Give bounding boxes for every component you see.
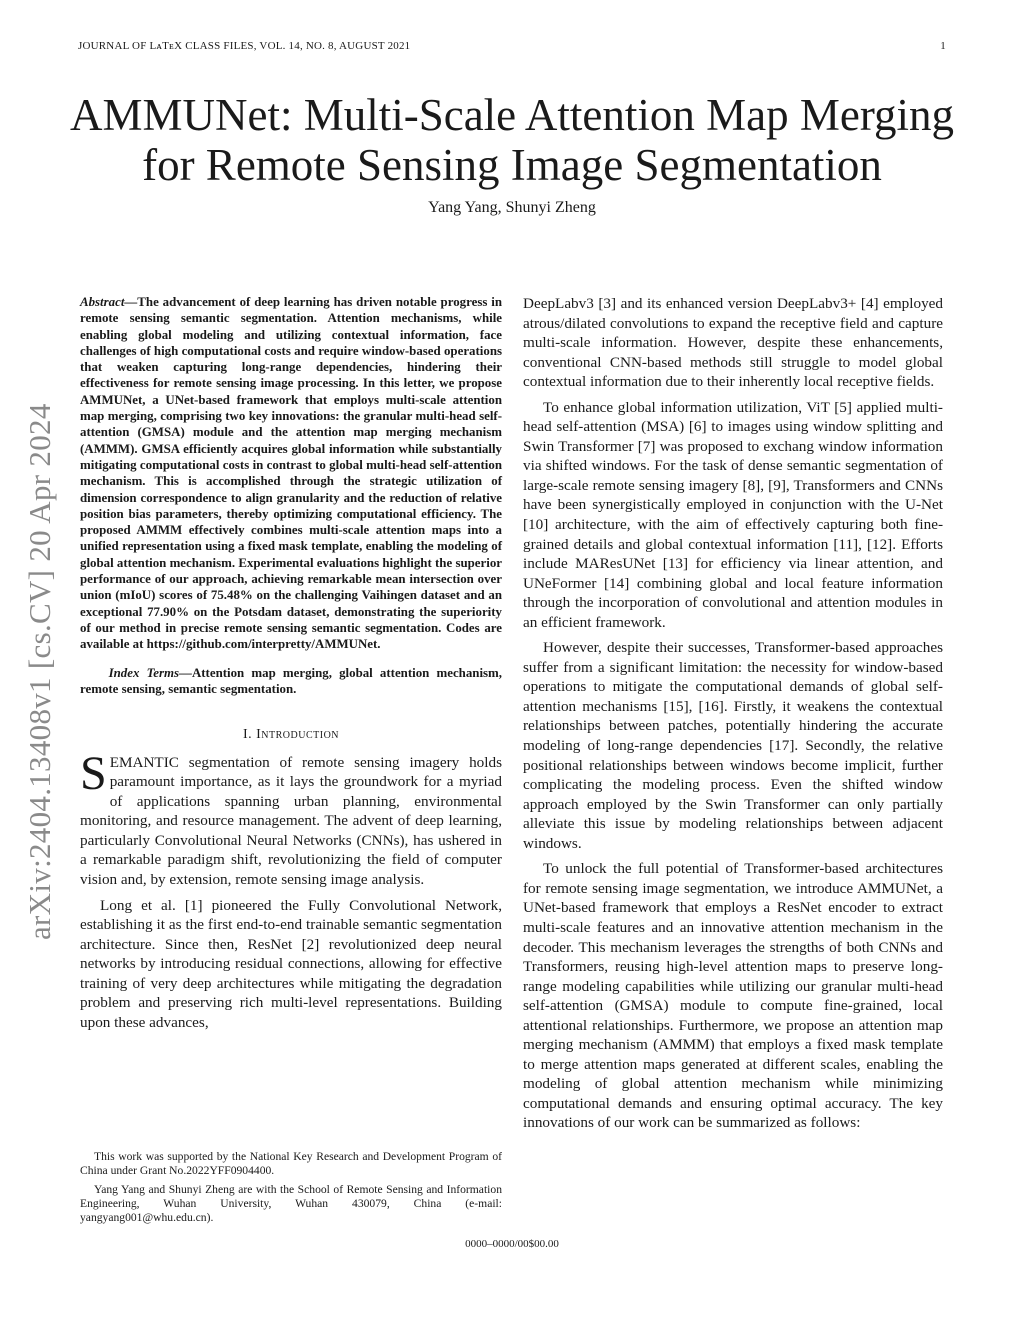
- footnote-affiliation: Yang Yang and Shunyi Zheng are with the School of Remote Sensing and Information Engineering, Wuhan University, Wuhan 430079, China (e-mail: yangyang001@whu.edu.cn).: [80, 1183, 502, 1224]
- footnotes: [80, 1150, 502, 1230]
- left-column: [80, 294, 502, 1038]
- section-heading-introduction: [80, 725, 502, 745]
- index-terms-text: Attention map merging, global attention mechanism, remote sensing, semantic segmentation.: [80, 665, 503, 696]
- index-terms: [80, 665, 502, 698]
- index-terms-label: Index Terms—: [108, 665, 192, 680]
- right-paragraph-1: To enhance global information utilization, ViT [5] applied multi-head self-attention (MSA) [6] to images using window splitting and Swin Transformer [7] was proposed to exchang window information via shifted windows. For the task of dense semantic segmentation of large-scale remote sensing imagery [8], [9], Transformers and CNNs have been synergistically employed in conjunction with the U-Net [10] architecture, with the aim of effectively capturing both fine-grained details and global contextual information [11], [12]. Efforts include MAResUNet [13] for efficiency via linear attention, and UNeFormer [14] combining global and local feature information through the incorporation of convolutional and attention modules in an efficient framework.: [523, 398, 943, 631]
- intro-paragraph-1-text: EMANTIC segmentation of remote sensing imagery holds paramount importance, as it lays the groundwork for a myriad of applications spanning urban planning, environmental monitoring, and resource management. The advent of deep learning, particularly Convolutional Neural Networks (CNNs), has ushered in a remarkable paradigm shift, revolutionizing the field of computer vision and, by extension, remote sensing image analysis.: [80, 753, 502, 888]
- paper-title: [60, 90, 964, 190]
- title-line-2: for Remote Sensing Image Segmentation: [142, 140, 882, 190]
- page-number: 1: [940, 40, 946, 52]
- section-title: Introduction: [256, 727, 340, 743]
- right-paragraph-3: To unlock the full potential of Transformer-based architectures for remote sensing image segmentation, we introduce AMMUNet, a UNet-based framework that employs a ResNet encoder to extract multi-scale features and an innovative attention mechanism in the decoder. This mechanism leverages the strengths of both CNNs and Transformers, reusing high-level attention maps to preserve long-range modeling capabilities while utilizing our granular multi-head self-attention (GMSA) module to compute fine-grained, local attentional relationships. Furthermore, we propose an attention map merging mechanism (AMMM) that employs a fixed mask template to merge attention maps generated at different scales, enabling the modeling of global attention mechanism while minimizing computational demands and ensuring optimal accuracy. The key innovations of our work can be summarized as follows:: [523, 860, 943, 1132]
- title-line-1: AMMUNet: Multi-Scale Attention Map Merging: [69, 90, 955, 140]
- intro-paragraph-2: Long et al. [1] pioneered the Fully Convolutional Network, establishing it as the first end-to-end trainable semantic segmentation architecture. Since then, ResNet [2] revolutionized deep neural networks by introducing residual connections, allowing for effective training of very deep architectures while mitigating the degradation problem and preserving rich multi-level representations. Building upon these advances,: [80, 896, 502, 1031]
- copyright-code: 0000–0000/00$00.00: [465, 1238, 559, 1250]
- running-head: [78, 40, 946, 60]
- arxiv-watermark: arXiv:2404.13408v1 [cs.CV] 20 Apr 2024: [22, 403, 57, 940]
- right-paragraph-0: DeepLabv3 [3] and its enhanced version DeepLabv3+ [4] employed atrous/dilated convolutions to expand the receptive field and capture multi-scale information. However, despite these enhancements, conventional CNN-based methods still struggle to model global contextual information due to their inherently local receptive fields.: [523, 295, 943, 391]
- abstract: [80, 294, 502, 653]
- footnote-funding: This work was supported by the National Key Research and Development Program of China under Grant No.2022YFF0904400.: [80, 1150, 502, 1177]
- right-column: [523, 294, 943, 1139]
- author-list: Yang Yang, Shunyi Zheng: [428, 199, 596, 216]
- journal-header: JOURNAL OF LᴀTᴇX CLASS FILES, VOL. 14, NO. 8, AUGUST 2021: [78, 40, 411, 52]
- intro-paragraph-1: [80, 746, 502, 890]
- right-paragraph-2: However, despite their successes, Transformer-based approaches suffer from a significant limitation: the necessity for window-based operations to mitigate the computational demands of global self-attention mechanisms [15], [16]. Firstly, it weakens the contextual relationships between patches, potentially hindering the accurate modeling of long-range dependencies [17]. Secondly, the relative positional relationships between windows become implicit, further complicating the modeling process. Even the shifted window approach employed by the Swin Transformer can only partially alleviate this issue by modeling relationships between adjacent windows.: [523, 639, 943, 852]
- abstract-label: Abstract—: [80, 295, 138, 309]
- drop-cap: S: [80, 746, 107, 800]
- abstract-text: The advancement of deep learning has driven notable progress in remote sensing semantic segmentation. Attention mechanisms, while enabling global modeling and utilizing contextual information, face challenges of high computational costs and require window-based operations that weaken capturing long-range dependencies, hindering their effectiveness for remote sensing image processing. In this letter, we propose AMMUNet, a UNet-based framework that employs multi-scale attention map merging, comprising two key innovations: the granular multi-head self-attention (GMSA) module and the attention map merging mechanism (AMMM). GMSA efficiently acquires global information while substantially mitigating computational costs in contrast to global multi-head self-attention mechanism. This is accomplished through the strategic utilization of dimension correspondence to align granularity and the reduction of relative position bias parameters, thereby optimizing computational efficiency. The proposed AMMM effectively combines multi-scale attention maps into a unified representation using a fixed mask template, enabling the modeling of global attention mechanism. Experimental evaluations highlight the superior performance of our approach, achieving remarkable mean intersection over union (mIoU) scores of 75.48% on the challenging Vaihingen dataset and an exceptional 77.90% on the Potsdam dataset, demonstrating the superiority of our method in precise remote sensing semantic segmentation. Codes are available at https://github.com/interpretty/AMMUNet.: [80, 295, 502, 652]
- section-numeral: I.: [242, 727, 257, 743]
